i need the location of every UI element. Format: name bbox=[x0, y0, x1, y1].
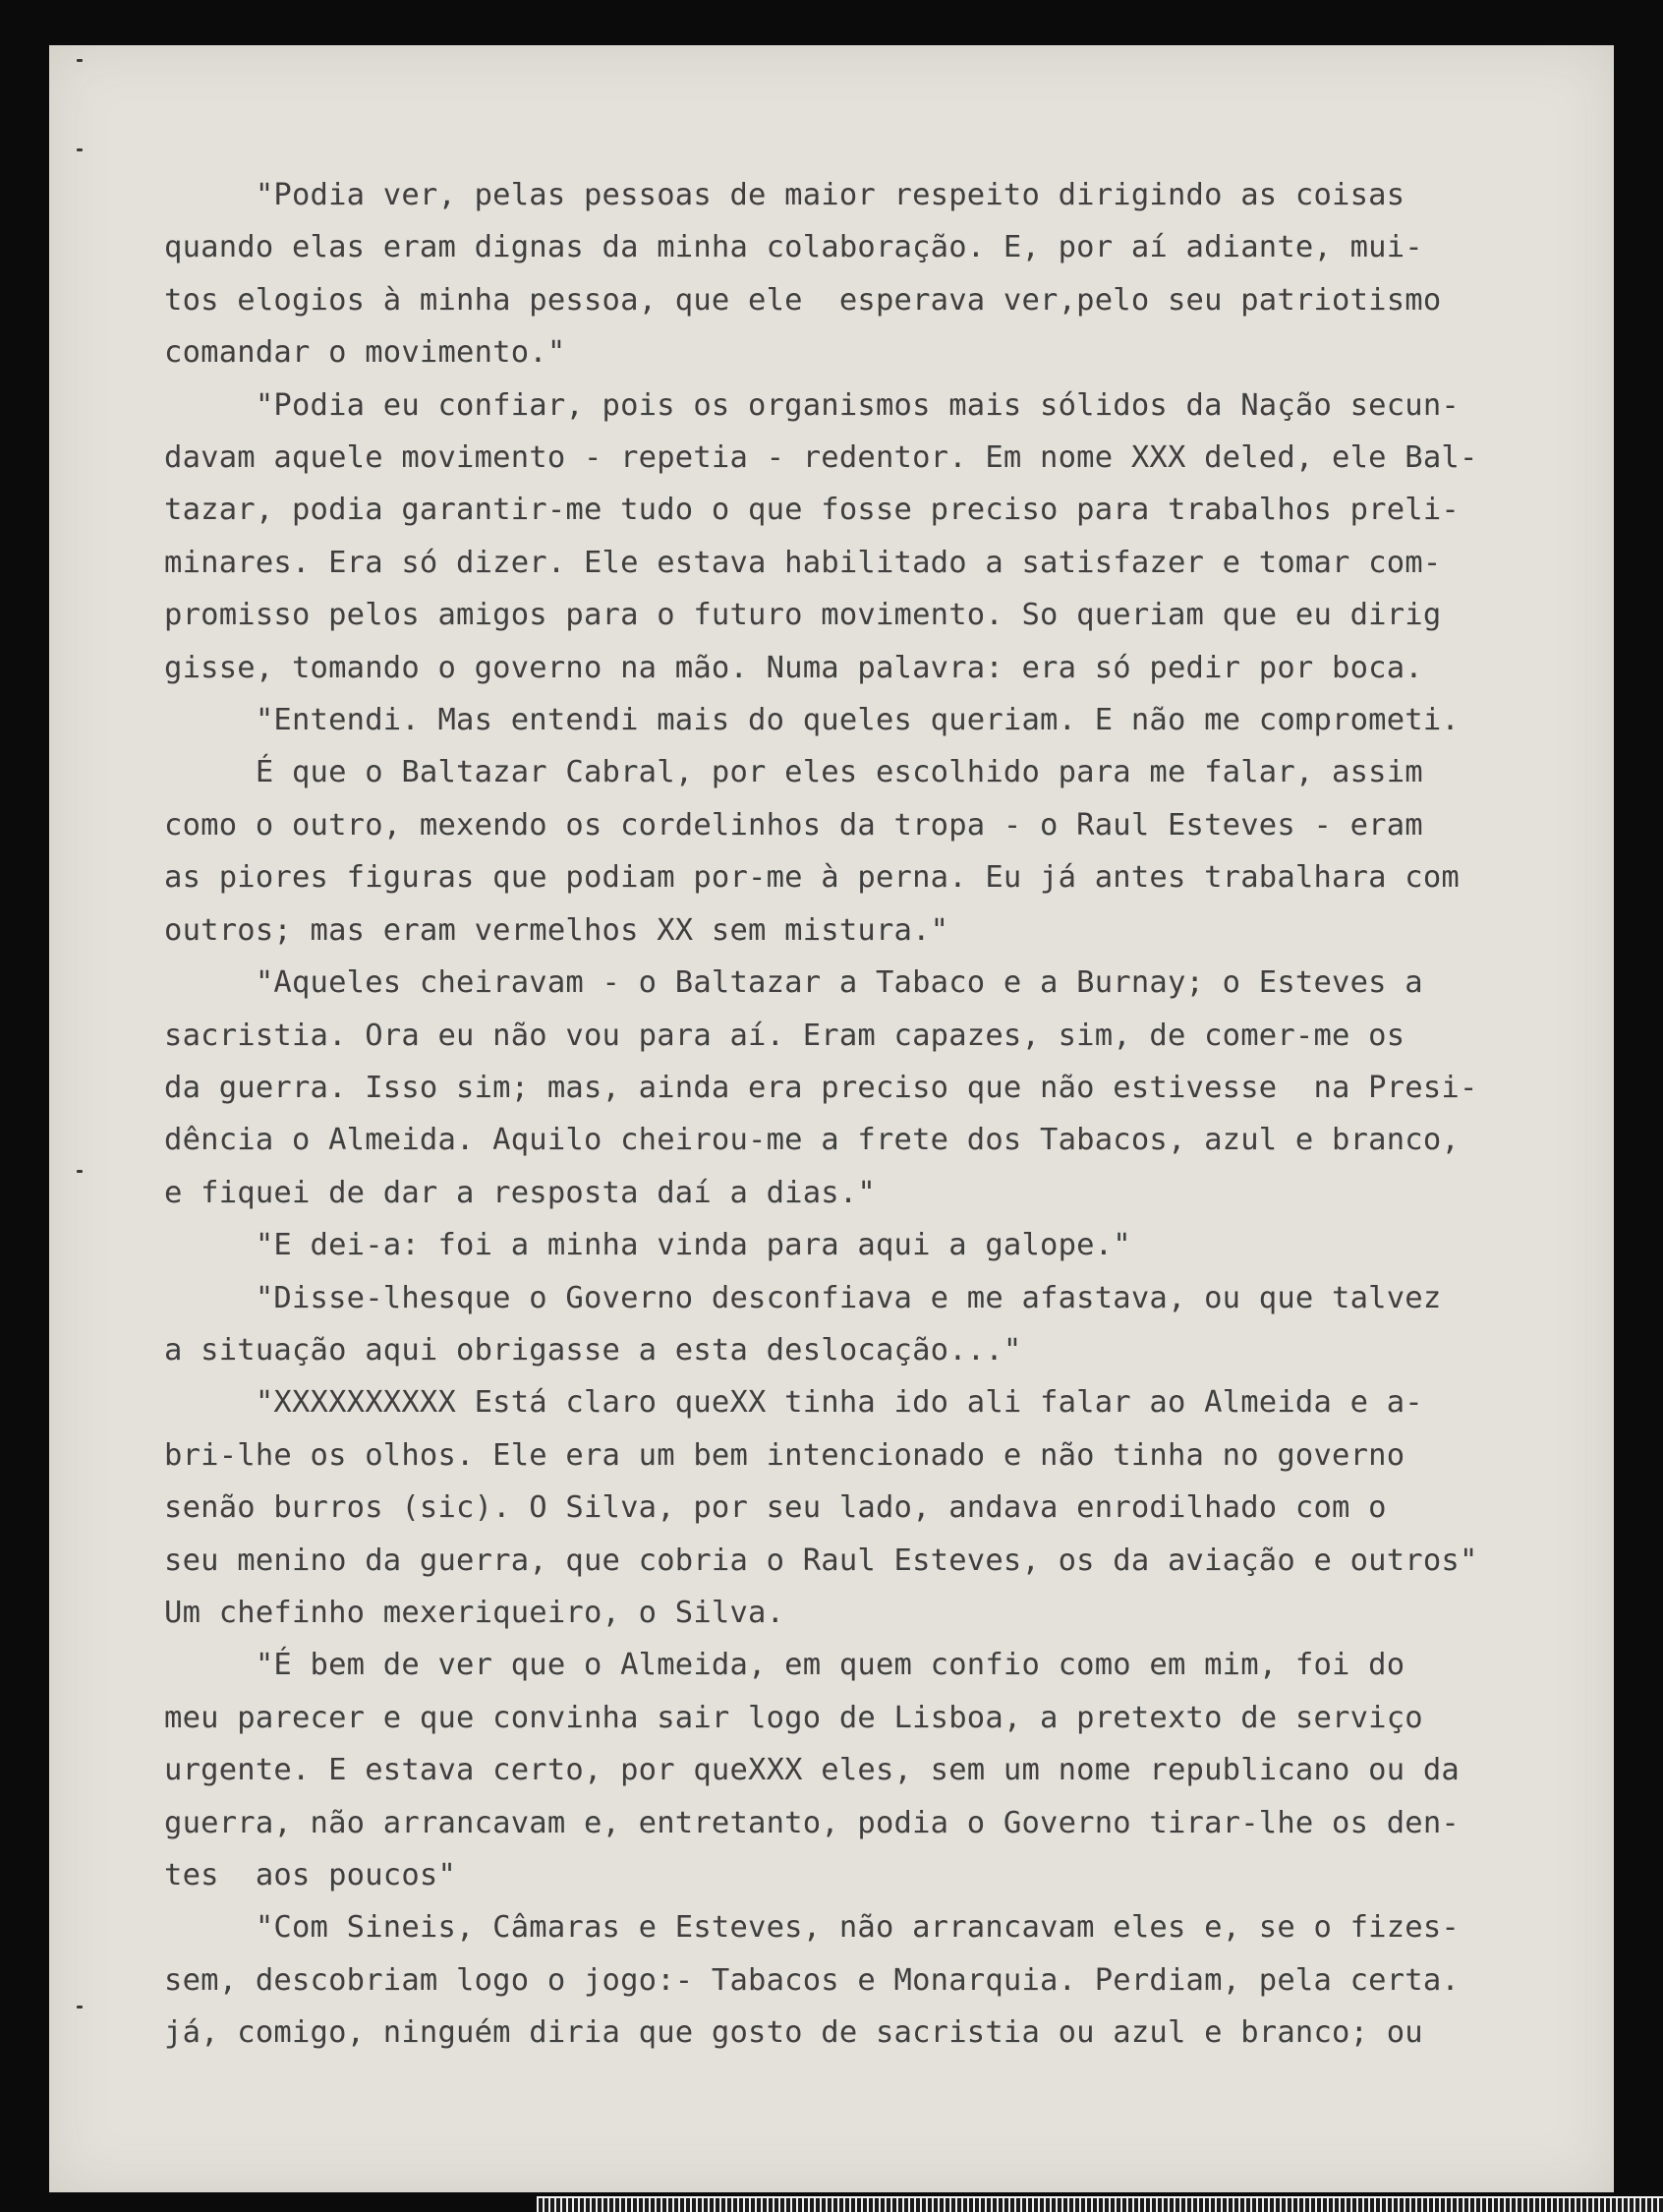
text-line: da guerra. Isso sim; mas, ainda era preciso que não estivesse na Presi- bbox=[164, 1070, 1478, 1105]
text-line: tos elogios à minha pessoa, que ele esperava ver,pelo seu patriotismo bbox=[164, 282, 1442, 318]
text-line: e fiquei de dar a resposta daí a dias." bbox=[164, 1175, 876, 1210]
text-line: "Podia ver, pelas pessoas de maior respeito dirigindo as coisas bbox=[164, 178, 1405, 212]
text-line: comandar o movimento." bbox=[164, 335, 566, 371]
text-line: seu menino da guerra, que cobria o Raul Esteves, os da aviação e outros" bbox=[164, 1543, 1478, 1578]
text-line: sem, descobriam logo o jogo:- Tabacos e Monarquia. Perdiam, pela certa. bbox=[164, 1962, 1460, 1998]
text-line: Um chefinho mexeriqueiro, o Silva. bbox=[164, 1595, 785, 1630]
binder-hole-mark bbox=[77, 1170, 83, 1173]
text-line: "Aqueles cheiravam - o Baltazar a Tabaco e a Burnay; o Esteves a bbox=[164, 965, 1423, 1001]
text-line: senão burros (sic). O Silva, por seu lado, andava enrodilhado com o bbox=[164, 1490, 1387, 1526]
text-line: quando elas eram dignas da minha colaboração. E, por aí adiante, mui- bbox=[164, 230, 1423, 265]
binder-hole-mark bbox=[77, 148, 83, 151]
page-text bbox=[164, 169, 1609, 2060]
text-line: a situação aqui obrigasse a esta deslocação..." bbox=[164, 1332, 1022, 1368]
text-line: "XXXXXXXXXX Está claro queXX tinha ido ali falar ao Almeida e a- bbox=[164, 1385, 1423, 1421]
text-line: já, comigo, ninguém diria que gosto de sacristia ou azul e branco; ou bbox=[164, 2015, 1423, 2051]
text-line: minares. Era só dizer. Ele estava habilitado a satisfazer e tomar com- bbox=[164, 545, 1442, 580]
typewritten-page bbox=[49, 45, 1614, 2192]
text-line: sacristia. Ora eu não vou para aí. Eram capazes, sim, de comer-me os bbox=[164, 1018, 1405, 1053]
text-line: "Entendi. Mas entendi mais do queles queriam. E não me comprometi. bbox=[164, 703, 1460, 738]
text-line: meu parecer e que convinha sair logo de Lisboa, a pretexto de serviço bbox=[164, 1700, 1423, 1735]
text-line: "Com Sineis, Câmaras e Esteves, não arrancavam eles e, se o fizes- bbox=[164, 1910, 1460, 1946]
text-line: "É bem de ver que o Almeida, em quem confio como em mim, foi do bbox=[164, 1648, 1405, 1683]
binder-hole-mark bbox=[77, 2006, 83, 2008]
text-line: bri-lhe os olhos. Ele era um bem intencionado e não tinha no governo bbox=[164, 1437, 1405, 1473]
text-line: as piores figuras que podiam por-me à perna. Eu já antes trabalhara com bbox=[164, 860, 1460, 896]
text-line: tazar, podia garantir-me tudo o que fosse preciso para trabalhos preli- bbox=[164, 493, 1460, 528]
text-line: como o outro, mexendo os cordelinhos da tropa - o Raul Esteves - eram bbox=[164, 807, 1423, 843]
text-line: É que o Baltazar Cabral, por eles escolhido para me falar, assim bbox=[164, 755, 1423, 790]
text-line: davam aquele movimento - repetia - redentor. Em nome XXX deled, ele Bal- bbox=[164, 440, 1478, 476]
text-line: promisso pelos amigos para o futuro movimento. So queriam que eu dirig bbox=[164, 598, 1442, 633]
text-line: dência o Almeida. Aquilo cheirou-me a frete dos Tabacos, azul e branco, bbox=[164, 1123, 1460, 1158]
text-line: guerra, não arrancavam e, entretanto, podia o Governo tirar-lhe os den- bbox=[164, 1805, 1460, 1840]
binder-hole-mark bbox=[77, 59, 83, 62]
text-line: urgente. E estava certo, por queXXX eles, sem um nome republicano ou da bbox=[164, 1753, 1460, 1788]
text-line: tes aos poucos" bbox=[164, 1858, 457, 1892]
text-line: gisse, tomando o governo na mão. Numa palavra: era só pedir por boca. bbox=[164, 650, 1423, 685]
text-line: "Podia eu confiar, pois os organismos mais sólidos da Nação secun- bbox=[164, 387, 1460, 423]
text-line: outros; mas eram vermelhos XX sem mistura." bbox=[164, 912, 949, 948]
text-line: "Disse-lhesque o Governo desconfiava e me afastava, ou que talvez bbox=[164, 1280, 1442, 1315]
text-line: "E dei-a: foi a minha vinda para aqui a galope." bbox=[164, 1228, 1131, 1263]
